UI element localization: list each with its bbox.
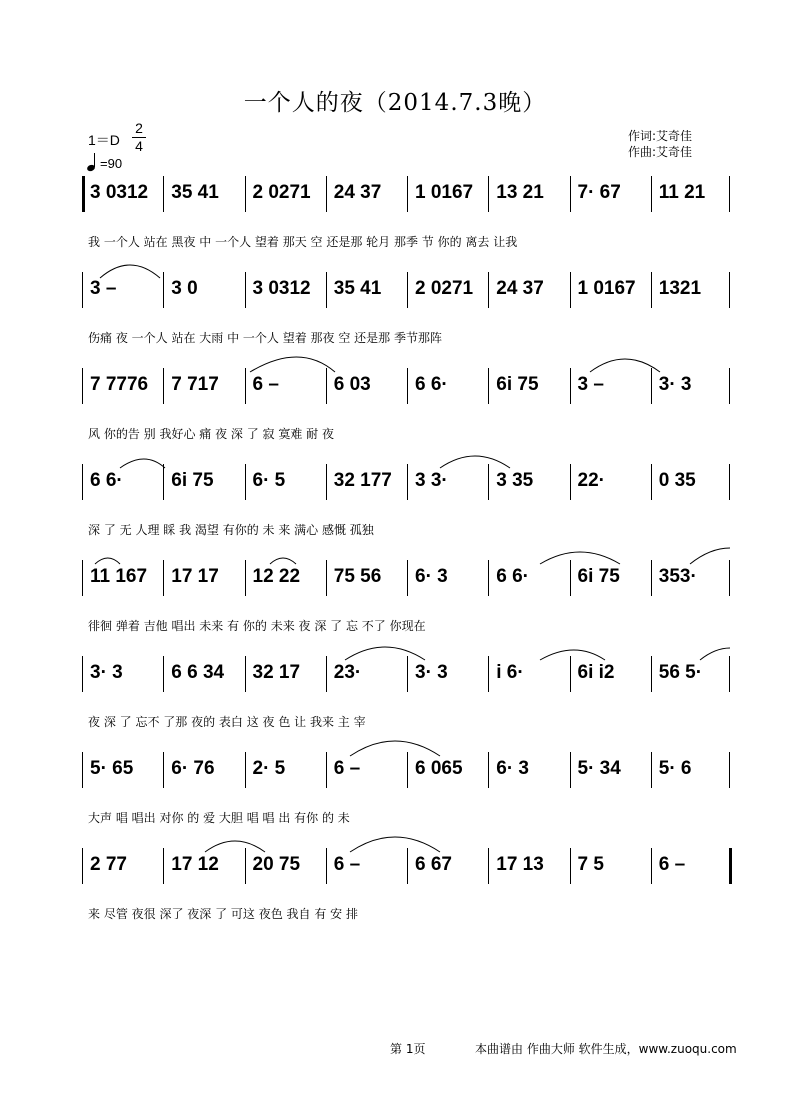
measure-notes: 24 37 xyxy=(333,182,382,203)
lyrics-line: 夜 深 了 忘不 了那 夜的 表白 这 夜 色 让 我来 主 宰 xyxy=(88,715,366,729)
measure-notes: 13 21 xyxy=(496,182,544,203)
barline xyxy=(729,560,730,596)
measure-notes: 6i 75 xyxy=(496,374,539,395)
barline xyxy=(488,752,489,788)
notation-system xyxy=(82,464,732,504)
measure-notes: 6 – xyxy=(252,374,279,395)
barline xyxy=(729,464,730,500)
lyrics-line: 我 一个人 站在 黑夜 中 一个人 望着 那天 空 还是那 轮月 那季 节 你的 离去 让我 xyxy=(88,235,518,249)
measure-notes: 6i 75 xyxy=(171,470,214,491)
barline xyxy=(570,368,571,404)
measure-notes: 3 0312 xyxy=(252,278,311,299)
barline xyxy=(651,368,652,404)
measure-notes: 2 0271 xyxy=(252,182,311,203)
barline xyxy=(245,464,246,500)
measure-notes: 6 03 xyxy=(333,374,371,395)
barline xyxy=(82,368,83,404)
barline xyxy=(651,464,652,500)
barline xyxy=(570,176,571,212)
barline xyxy=(245,752,246,788)
measure-notes: 1321 xyxy=(658,278,702,299)
barline xyxy=(488,368,489,404)
meter-top: 2 xyxy=(135,120,143,136)
measure-notes: i 6· xyxy=(496,662,524,683)
barline xyxy=(407,176,408,212)
measure-notes: 6· 3 xyxy=(496,758,529,779)
notation-system xyxy=(82,176,732,216)
lyrics-line: 伤痛 夜 一个人 站在 大雨 中 一个人 望着 那夜 空 还是那 季节那阵 xyxy=(88,331,442,345)
measure-notes: 6 – xyxy=(333,854,361,875)
barline xyxy=(570,560,571,596)
measure-notes: 6· 5 xyxy=(252,470,286,491)
measure-notes: 35 41 xyxy=(333,278,382,299)
barline xyxy=(570,272,571,308)
barline xyxy=(729,272,730,308)
measure-notes: 7· 67 xyxy=(577,182,621,203)
barline xyxy=(82,560,83,596)
barline xyxy=(651,752,652,788)
key-signature: 1＝D xyxy=(88,132,120,148)
measure-notes: 6 67 xyxy=(415,854,452,875)
barline xyxy=(407,752,408,788)
barline xyxy=(326,464,327,500)
barline xyxy=(82,848,83,884)
barline xyxy=(245,560,246,596)
barline xyxy=(488,656,489,692)
quarter-note-icon xyxy=(86,153,98,171)
barline xyxy=(163,752,164,788)
barline xyxy=(163,272,164,308)
barline xyxy=(82,752,83,788)
measure-notes: 23· xyxy=(333,662,362,683)
barline xyxy=(245,848,246,884)
barline xyxy=(245,176,246,212)
barline xyxy=(407,368,408,404)
barline xyxy=(570,656,571,692)
measure-notes: 24 37 xyxy=(496,278,544,299)
barline xyxy=(82,272,83,308)
measure-notes: 5· 65 xyxy=(90,758,134,779)
measure-notes: 22· xyxy=(577,470,605,491)
measure-notes: 17 13 xyxy=(496,854,544,875)
measure-notes: 6 6· xyxy=(415,374,448,395)
barline xyxy=(326,368,327,404)
tempo-value: =90 xyxy=(100,156,123,171)
measure-notes: 3· 3 xyxy=(658,374,692,395)
measure-notes: 6i 75 xyxy=(577,566,620,587)
measure-notes: 32 177 xyxy=(333,470,392,491)
barline xyxy=(245,368,246,404)
barline xyxy=(163,464,164,500)
composer-credit: 作曲:艾奇佳 xyxy=(628,145,693,159)
lyrics-line: 徘徊 弹着 吉他 唱出 未来 有 你的 未来 夜 深 了 忘 不了 你现在 xyxy=(88,619,426,633)
barline xyxy=(82,464,83,500)
measure-notes: 32 17 xyxy=(252,662,301,683)
barline xyxy=(326,176,327,212)
page-number: 第 1页 xyxy=(390,1042,426,1056)
barline xyxy=(407,848,408,884)
measure-notes: 7 717 xyxy=(171,374,219,395)
measure-notes: 17 12 xyxy=(171,854,219,875)
barline xyxy=(326,848,327,884)
measure-notes: 12 22 xyxy=(252,566,301,587)
measure-notes: 1 0167 xyxy=(415,182,474,203)
measure-notes: 5· 34 xyxy=(577,758,621,779)
measure-notes: 6 6· xyxy=(90,470,123,491)
barline xyxy=(488,176,489,212)
measure-notes: 0 35 xyxy=(658,470,696,491)
notation-system xyxy=(82,752,732,792)
barline xyxy=(570,752,571,788)
measure-notes: 6 – xyxy=(658,854,686,875)
measure-notes: 3 0 xyxy=(171,278,198,299)
measure-notes: 3 – xyxy=(577,374,604,395)
barline xyxy=(82,656,83,692)
lyrics-line: 大声 唱 唱出 对你 的 爱 大胆 唱 唱 出 有你 的 未 xyxy=(88,811,350,825)
measure-notes: 2· 5 xyxy=(252,758,286,779)
measure-notes: 6· 76 xyxy=(171,758,215,779)
barline xyxy=(326,752,327,788)
barline xyxy=(326,656,327,692)
barline xyxy=(729,368,730,404)
barline xyxy=(163,560,164,596)
measure-notes: 6 065 xyxy=(415,758,463,779)
barline xyxy=(488,272,489,308)
barline xyxy=(488,560,489,596)
barline xyxy=(407,464,408,500)
measure-notes: 5· 6 xyxy=(658,758,692,779)
measure-notes: 1 0167 xyxy=(577,278,636,299)
barline xyxy=(245,272,246,308)
barline xyxy=(326,560,327,596)
barline xyxy=(407,272,408,308)
lyrics-line: 风 你的告 别 我好心 痛 夜 深 了 寂 寞难 耐 夜 xyxy=(88,427,334,441)
measure-notes: 7 5 xyxy=(577,854,604,875)
barline xyxy=(163,176,164,212)
measure-notes: 3 0312 xyxy=(90,182,149,203)
credits xyxy=(628,128,692,160)
measure-notes: 20 75 xyxy=(252,854,301,875)
barline xyxy=(163,368,164,404)
barline xyxy=(651,176,652,212)
barline xyxy=(570,464,571,500)
lyricist-credit: 作词:艾奇佳 xyxy=(628,129,693,143)
barline xyxy=(651,560,652,596)
measure-notes: 2 77 xyxy=(90,854,127,875)
measure-notes: 6 6· xyxy=(496,566,529,587)
barline xyxy=(651,848,652,884)
barline xyxy=(729,752,730,788)
measure-notes: 35 41 xyxy=(171,182,219,203)
measure-notes: 3 35 xyxy=(496,470,534,491)
measure-notes: 353· xyxy=(658,566,697,587)
barline xyxy=(407,656,408,692)
measure-notes: 6i i2 xyxy=(577,662,615,683)
notation-system xyxy=(82,368,732,408)
barline xyxy=(407,560,408,596)
barline xyxy=(163,656,164,692)
measure-notes: 3· 3 xyxy=(90,662,123,683)
barline xyxy=(651,272,652,308)
lyrics-line: 深 了 无 人理 睬 我 渴望 有你的 未 来 满心 感慨 孤独 xyxy=(88,523,374,537)
barline xyxy=(488,464,489,500)
lyrics-line: 来 尽管 夜很 深了 夜深 了 可这 夜色 我自 有 安 排 xyxy=(88,907,358,921)
barline xyxy=(245,656,246,692)
measure-notes: 6 6 34 xyxy=(171,662,225,683)
notation-system xyxy=(82,272,732,312)
measure-notes: 7 7776 xyxy=(90,374,149,395)
measure-notes: 2 0271 xyxy=(415,278,474,299)
barline xyxy=(326,272,327,308)
barline xyxy=(570,848,571,884)
measure-notes: 56 5· xyxy=(658,662,703,683)
score-title: 一个人的夜（2014.7.3晚） xyxy=(243,90,547,116)
measure-notes: 3 – xyxy=(90,278,117,299)
measure-notes: 6 – xyxy=(333,758,361,779)
measure-notes: 11 167 xyxy=(90,566,148,587)
barline xyxy=(729,656,730,692)
measure-notes: 17 17 xyxy=(171,566,219,587)
notation-system xyxy=(82,848,732,888)
barline xyxy=(163,848,164,884)
meter-bottom: 4 xyxy=(132,137,146,155)
notation-system xyxy=(82,656,732,696)
tempo-marking xyxy=(86,153,122,171)
notation-system xyxy=(82,560,732,600)
barline xyxy=(729,176,730,212)
measure-notes: 11 21 xyxy=(658,182,706,203)
measure-notes: 3· 3 xyxy=(415,662,448,683)
measure-notes: 6· 3 xyxy=(415,566,448,587)
time-signature xyxy=(132,120,146,155)
barline xyxy=(729,848,732,884)
barline xyxy=(82,176,85,212)
barline xyxy=(488,848,489,884)
barline xyxy=(651,656,652,692)
measure-notes: 3 3· xyxy=(415,470,448,491)
software-credit: 本曲谱由 作曲大师 软件生成，www.zuoqu.com xyxy=(475,1042,737,1056)
measure-notes: 75 56 xyxy=(333,566,382,587)
